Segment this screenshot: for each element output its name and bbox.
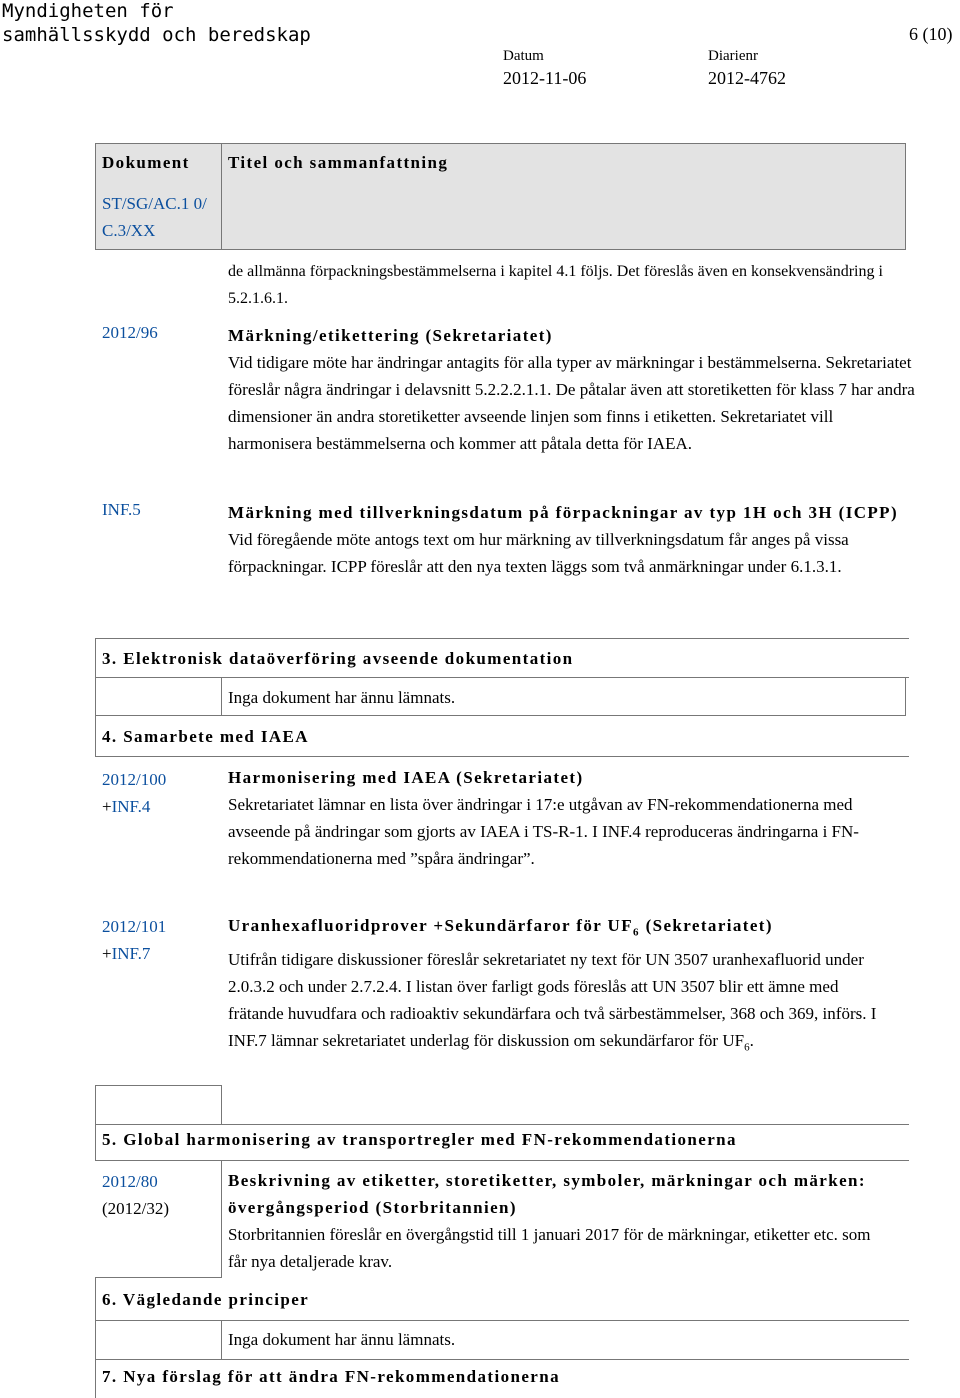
agency-name-line2: samhällsskydd och beredskap (2, 24, 311, 46)
plus-sign: + (102, 797, 112, 816)
reference-value: 2012-4762 (708, 68, 786, 88)
continuation-text: de allmänna förpackningsbestämmelserna i kapitel 4.1 följs. Det föreslås även en konsekvensändring i 5.2.1.6.1. (228, 263, 883, 307)
document-link-inf-7-wrapper (102, 940, 166, 967)
entry-inf-5 (228, 499, 918, 580)
entry-title: Harmonisering med IAEA (Sekretariatet) (228, 768, 584, 787)
document-link-inf-5[interactable]: INF.5 (102, 500, 141, 519)
entry-title: Märkning med tillverkningsdatum på förpackningar av typ 1H och 3H (ICPP) (228, 503, 899, 522)
entry-title: Beskrivning av etiketter, storetiketter, symboler, märkningar och märken: övergångsperiod (Storbritannien) (228, 1171, 866, 1217)
document-ref-2012-101 (102, 913, 166, 967)
continuation-text-block (228, 258, 918, 312)
document-link-inf-7[interactable]: INF.7 (111, 944, 151, 963)
document-link-2012-96[interactable]: 2012/96 (102, 323, 158, 342)
document-link-inf-4[interactable]: INF.4 (111, 797, 151, 816)
section-7-heading: 7. Nya förslag för att ändra FN-rekommendationerna (102, 1367, 560, 1386)
document-link-inf-4-wrapper (102, 793, 166, 820)
entry-body: Utifrån tidigare diskussioner föreslår sekretariatet ny text för UN 3507 uranhexafluorid under 2.0.3.2 och under 2.7.2.4. I listan över farligt gods föreslås att UN 3507 blir ett ämne med frätande huvudfara och radioaktiv sekundärfara och två särbestämmelser, 368 och 369, införs. I INF.7 lämnar sekretariatet underlag för diskussion om sekundärfaror för $UF_6$. (228, 950, 877, 1054)
column-document-title: Dokument (102, 153, 190, 172)
section-6-note: Inga dokument har ännu lämnats. (228, 1330, 456, 1349)
entry-title: Märkning/etikettering (Sekretariatet) (228, 326, 553, 345)
entry-2012-80 (228, 1167, 878, 1275)
document-ref-2012-32: (2012/32) (102, 1199, 170, 1218)
reference-label: Diarienr (708, 48, 758, 64)
entry-2012-101 (228, 912, 888, 1062)
plus-sign: + (102, 944, 112, 963)
entry-title: Uranhexafluoridprover +Sekundärfaror för $UF_6$ (Sekretariatet) (228, 916, 773, 939)
date-label: Datum (503, 48, 544, 64)
document-ref-2012-80 (102, 1168, 169, 1222)
agency-name-line1: Myndigheten för (2, 0, 174, 22)
entry-body: Vid tidigare möte har ändringar antagits för alla typer av märkningar i bestämmelserna. Sekretariatet föreslår några ändringar i delavsnitt 5.2.2.2.1.1. De påtalar även att storetiketten för klass 7 har andra dimensioner än andra storetiketter avseende linjen som finns i etiketten. Sekretariatet vill harmonisera bestämmelserna och kommer att påtala detta för IAEA. (228, 353, 915, 453)
section-6-heading: 6. Vägledande principer (102, 1290, 310, 1309)
column-title-summary: Titel och sammanfattning (228, 153, 449, 172)
document-reference-link[interactable]: ST/SG/AC.1 0/C.3/XX (102, 194, 207, 240)
section-3-heading: 3. Elektronisk dataöverföring avseende dokumentation (102, 649, 574, 668)
page-number: 6 (10) (909, 24, 953, 44)
section-4-heading: 4. Samarbete med IAEA (102, 727, 309, 746)
entry-2012-96 (228, 322, 918, 457)
section-3-note: Inga dokument har ännu lämnats. (228, 688, 456, 707)
entry-body: Storbritannien föreslår en övergångstid till 1 januari 2017 för de märkningar, etiketter etc. som får nya detaljerade krav. (228, 1225, 871, 1271)
date-value: 2012-11-06 (503, 68, 587, 88)
document-ref-2012-100 (102, 766, 166, 820)
document-link-2012-80[interactable]: 2012/80 (102, 1172, 158, 1191)
document-link-2012-100[interactable]: 2012/100 (102, 770, 167, 789)
entry-body: Sekretariatet lämnar en lista över ändringar i 17:e utgåvan av FN-rekommendationerna med avseende på ändringar som gjorts av IAEA i TS-R-1. I INF.4 reproduceras ändringarna i FN-rekommendationerna med ”spåra ändringar”. (228, 795, 859, 868)
entry-body: Vid föregående möte antogs text om hur märkning av tillverkningsdatum får anges på vissa förpackningar. ICPP föreslår att den nya texten läggs som två anmärkningar under 6.1.3.1. (228, 530, 849, 576)
section-5-heading: 5. Global harmonisering av transportregler med FN-rekommendationerna (102, 1130, 737, 1149)
document-link-2012-101[interactable]: 2012/101 (102, 917, 167, 936)
entry-2012-100 (228, 764, 908, 872)
